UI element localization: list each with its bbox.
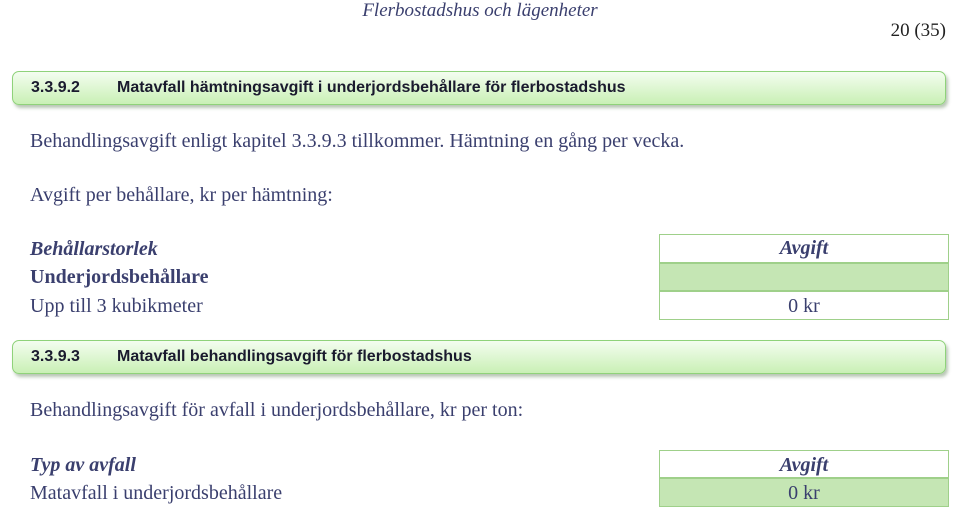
paragraph-fee-per-container: Avgift per behållare, kr per hämtning: bbox=[30, 184, 333, 206]
page-number: 20 (35) bbox=[890, 20, 946, 41]
table-row-label: Matavfall i underjordsbehållare bbox=[30, 482, 283, 504]
section-number: 3.3.9.2 bbox=[31, 79, 80, 96]
table-col-header-waste-type: Typ av avfall bbox=[30, 454, 136, 476]
table-row-value: 0 kr bbox=[659, 478, 949, 507]
section-heading-3-3-9-3 bbox=[12, 340, 946, 374]
section-title: Matavfall behandlingsavgift för flerbostadshus bbox=[117, 348, 472, 365]
paragraph-treatment-fee: Behandlingsavgift enligt kapitel 3.3.9.3 tillkommer. Hämtning en gång per vecka. bbox=[30, 130, 685, 152]
section-number: 3.3.9.3 bbox=[31, 348, 80, 365]
section-title: Matavfall hämtningsavgift i underjordsbehållare för flerbostadshus bbox=[117, 79, 626, 96]
table-col-header-container-size: Behållarstorlek bbox=[30, 238, 158, 260]
table-col-header-fee: Avgift bbox=[659, 450, 949, 478]
table-row-value: 0 kr bbox=[659, 291, 949, 320]
section-heading-3-3-9-2 bbox=[12, 71, 946, 105]
paragraph-treatment-fee-per-ton: Behandlingsavgift för avfall i underjordsbehållare, kr per ton: bbox=[30, 399, 524, 421]
table-group-label: Underjordsbehållare bbox=[30, 266, 209, 288]
table-col-header-fee: Avgift bbox=[659, 234, 949, 263]
table-group-cell bbox=[659, 263, 949, 291]
table-row-label: Upp till 3 kubikmeter bbox=[30, 295, 203, 317]
running-header: Flerbostadshus och lägenheter bbox=[362, 0, 598, 21]
